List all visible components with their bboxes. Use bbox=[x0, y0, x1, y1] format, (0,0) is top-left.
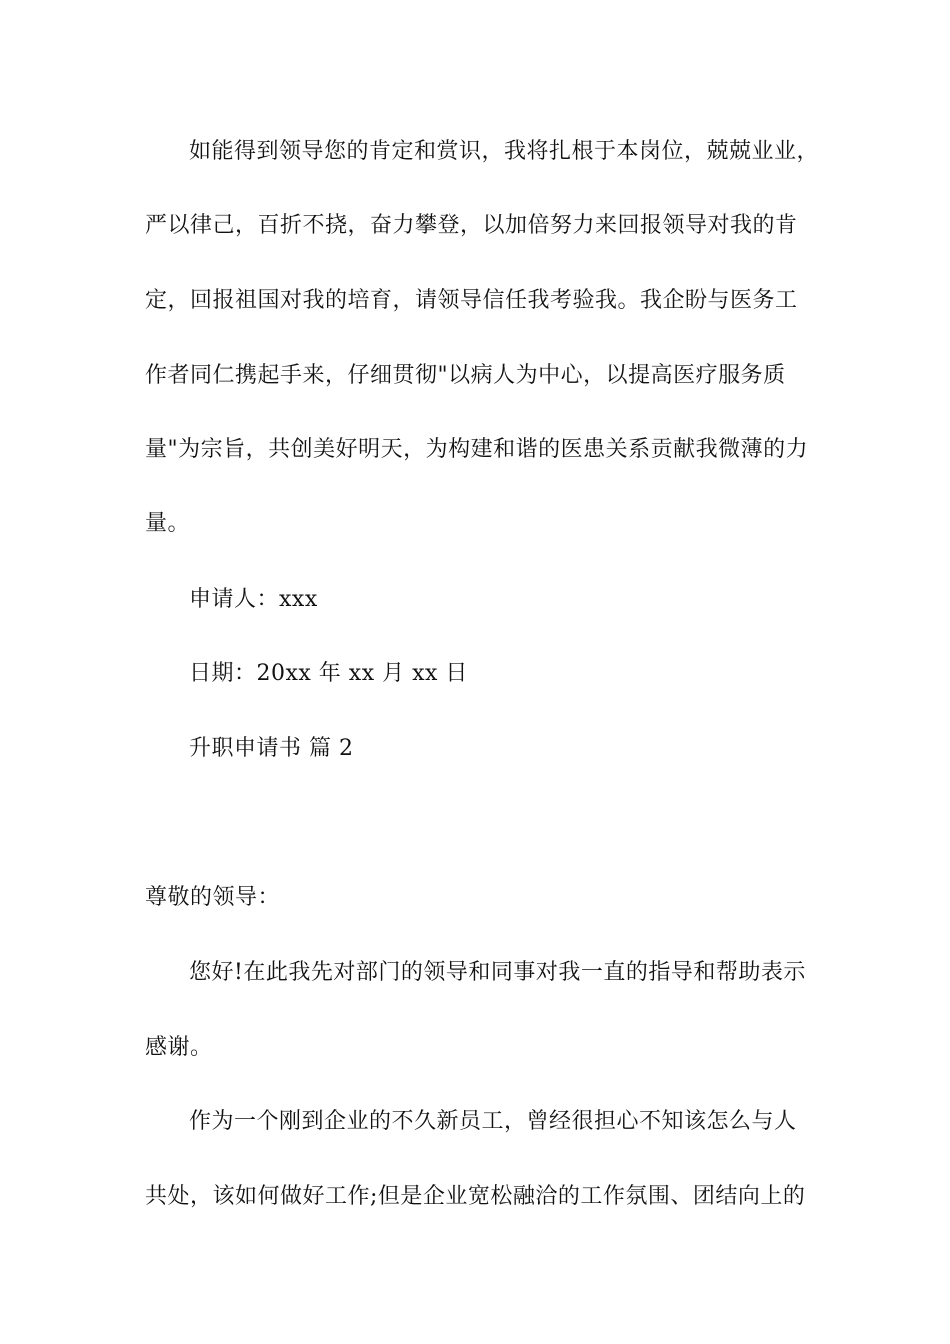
salutation: 尊敬的领导： bbox=[145, 885, 281, 910]
paragraph-line: 如能得到领导您的肯定和赏识，我将扎根于本岗位，兢兢业业， bbox=[189, 139, 820, 164]
paragraph-line: 量。 bbox=[145, 511, 191, 536]
paragraph-line: 感谢。 bbox=[145, 1035, 213, 1060]
paragraph-line: 您好!在此我先对部门的领导和同事对我一直的指导和帮助表示 bbox=[189, 960, 806, 985]
paragraph-line: 量"为宗旨，共创美好明天，为构建和谐的医患关系贡献我微薄的力 bbox=[145, 437, 809, 462]
paragraph-line: 作为一个刚到企业的不久新员工，曾经很担心不知该怎么与人 bbox=[189, 1109, 797, 1134]
section-title: 升职申请书 篇 2 bbox=[189, 736, 354, 761]
paragraph-line: 作者同仁携起手来，仔细贯彻"以病人为中心，以提高医疗服务质 bbox=[145, 363, 786, 388]
paragraph-line: 定，回报祖国对我的培育，请领导信任我考验我。我企盼与医务工 bbox=[145, 288, 798, 313]
paragraph-line: 严以律己，百折不挠，奋力攀登，以加倍努力来回报领导对我的肯 bbox=[145, 213, 798, 238]
paragraph-line: 共处，该如何做好工作;但是企业宽松融洽的工作氛围、团结向上的 bbox=[145, 1184, 806, 1209]
applicant-line: 申请人：xxx bbox=[189, 587, 318, 612]
date-line: 日期：20xx 年 xx 月 xx 日 bbox=[189, 661, 468, 686]
